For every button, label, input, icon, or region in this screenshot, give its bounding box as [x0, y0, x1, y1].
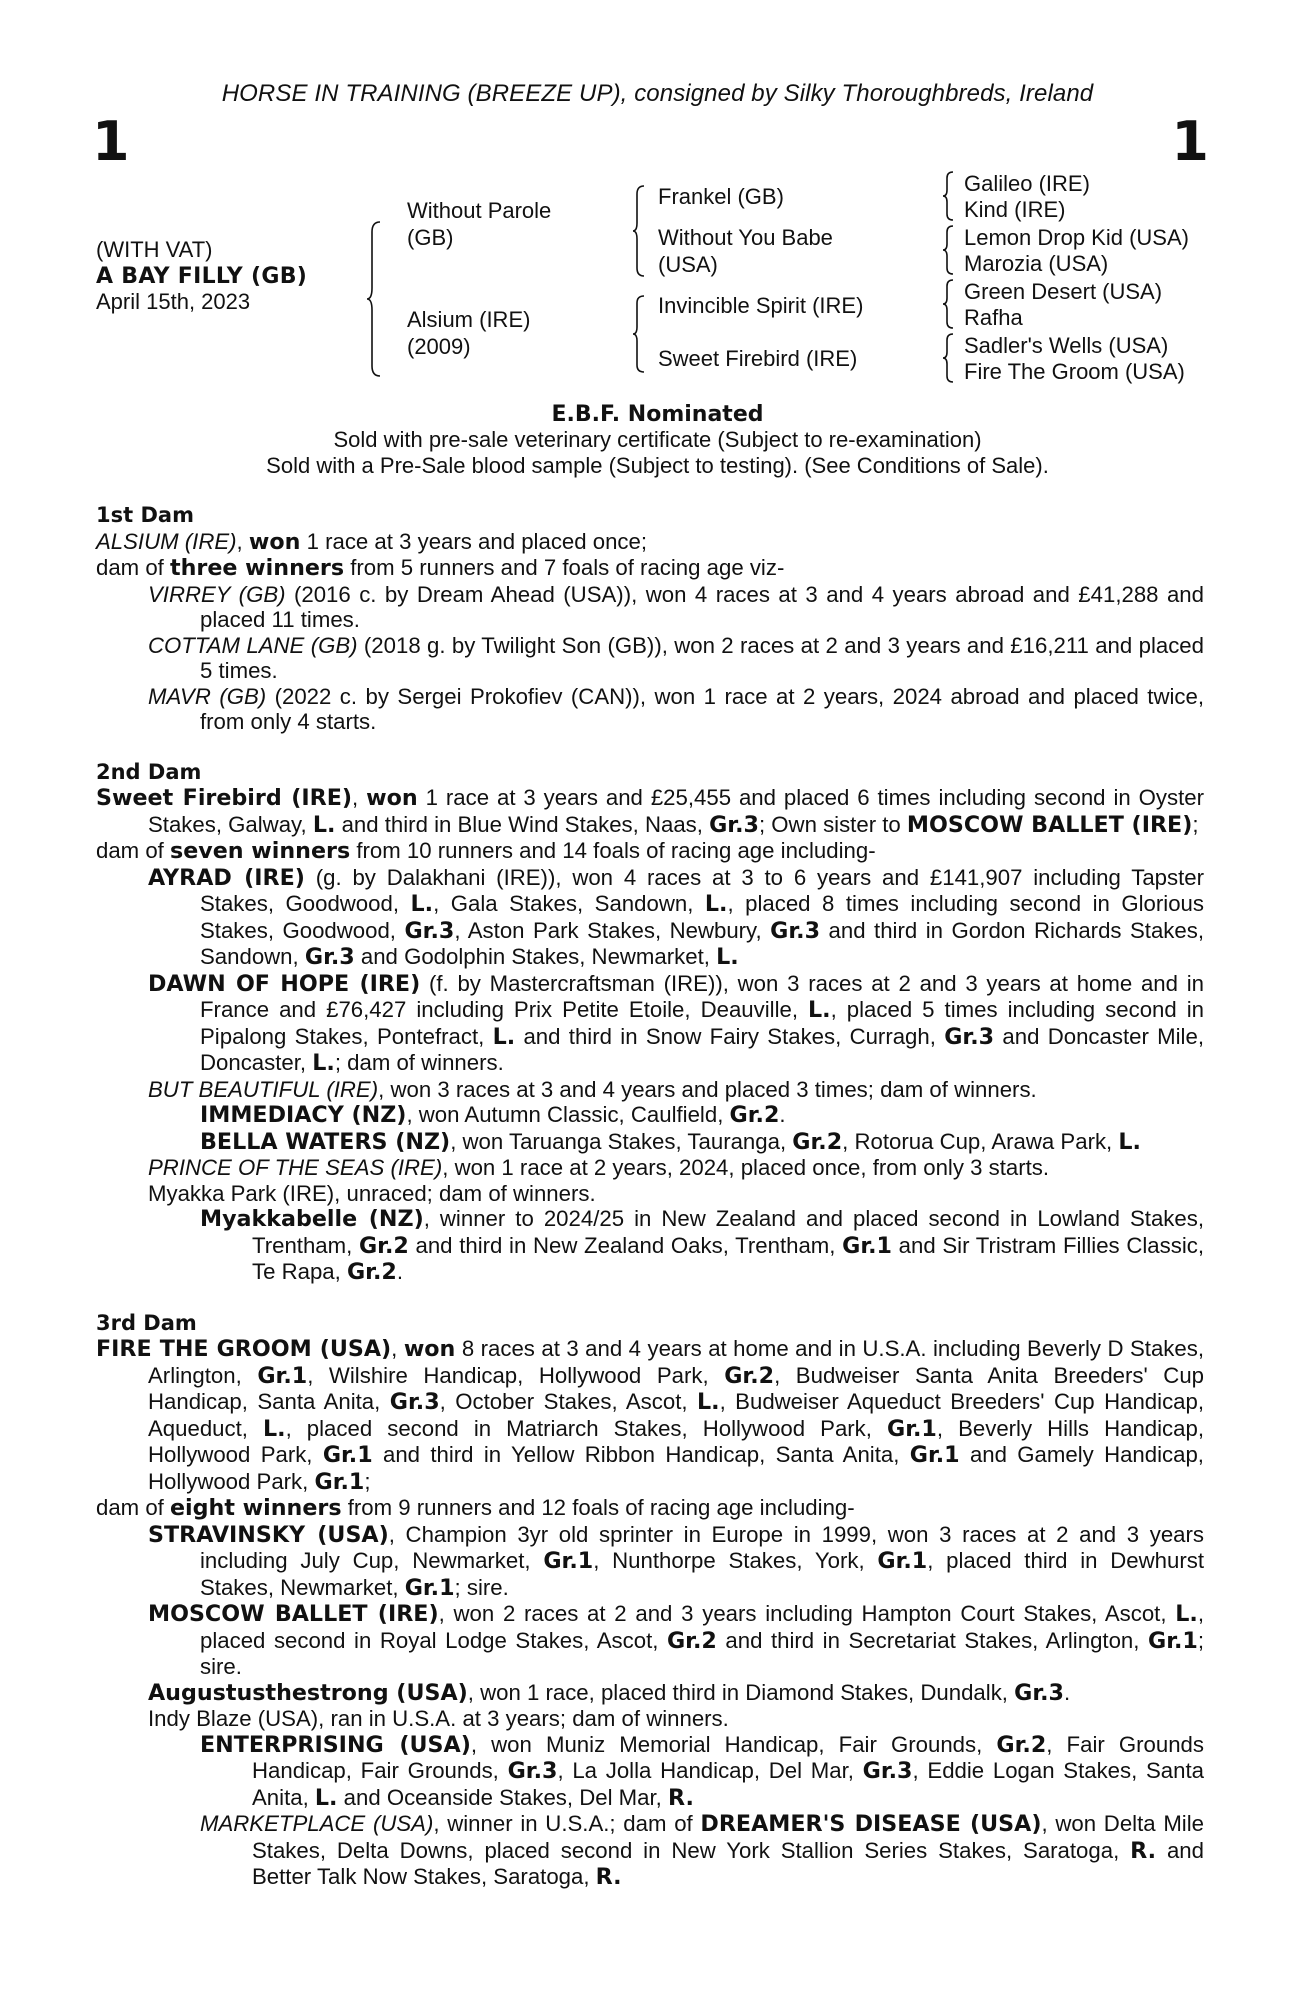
pedigree-g4: Marozia (USA) [964, 251, 1109, 276]
pedigree-g7: Sadler's Wells (USA) [964, 333, 1169, 358]
pedigree-brace-2a [632, 184, 648, 278]
pedigree-g6: Rafha [964, 305, 1023, 330]
produce-enterprising: ENTERPRISING (USA), won Muniz Memorial Handicap, Fair Grounds, Gr.2, Fair Grounds Handicap, Fair Grounds, Gr.3, La Jolla Handicap, Del Mar, Gr.3, Eddie Logan Stakes, Santa Anita, L. and Oceanside Stakes, Del Mar, R. [200, 1731, 1204, 1811]
ebf-nominated: E.B.F. Nominated [551, 402, 764, 427]
horse-name: A BAY FILLY (GB) [96, 264, 308, 289]
third-dam-intro: FIRE THE GROOM (USA), won 8 races at 3 and 4 years at home and in U.S.A. including Beverly D Stakes, Arlington, Gr.1, Wilshire Handicap, Hollywood Park, Gr.2, Budweiser Santa Anita Breeders' Cup Handicap, Santa Anita, Gr.3, October Stakes, Ascot, L., Budweiser Aqueduct Breeders' Cup Handicap, Aqueduct, L., placed second in Matriarch Stakes, Hollywood Park, Gr.1, Beverly Hills Handicap, Hollywood Park, Gr.1 and third in Yellow Ribbon Handicap, Santa Anita, Gr.1 and Gamely Handicap, Hollywood Park, Gr.1; [96, 1336, 1205, 1495]
produce-myakkabelle: Myakkabelle (NZ), winner to 2024/25 in New Zealand and placed second in Lowland Stakes, Trentham, Gr.2 and third in New Zealand Oaks, Trentham, Gr.1 and Sir Tristram Fillies Classic, Te Rapa, Gr.2. [200, 1206, 1205, 1285]
pedigree-g5: Green Desert (USA) [964, 279, 1163, 304]
produce-dawn-of-hope: DAWN OF HOPE (IRE) (f. by Mastercraftsman (IRE)), won 3 races at 2 and 3 years at home and in France and £76,427 including Prix Petite Etoile, Deauville, L., placed 5 times including second in Pipalong Stakes, Pontefract, L. and third in Snow Fairy Stakes, Curragh, Gr.3 and Doncaster Mile, Doncaster, L.; dam of winners. [148, 970, 1204, 1076]
pedigree-brace-2b [632, 294, 648, 374]
pedigree-brace-3a [942, 170, 956, 222]
horse-foaled: April 15th, 2023 [96, 289, 251, 314]
produce-mavr: MAVR (GB) (2022 c. by Sergei Prokofiev (CAN)), won 1 race at 2 years, 2024 abroad and placed twice, from only 4 starts. [148, 683, 1204, 734]
dam-sire: Invincible Spirit (IRE) [658, 293, 864, 318]
pedigree-brace-3c [942, 278, 956, 330]
lot-number-right: 1 [1171, 110, 1209, 173]
lot-number-left: 1 [92, 110, 130, 173]
second-dam-intro: Sweet Firebird (IRE), won 1 race at 3 years and £25,455 and placed 6 times including second in Oyster Stakes, Galway, L. and third in Blue Wind Stakes, Naas, Gr.3; Own sister to MOSCOW BALLET (IRE); [96, 785, 1204, 838]
produce-stravinsky: STRAVINSKY (USA), Champion 3yr old sprinter in Europe in 1999, won 3 races at 2 and 3 years including July Cup, Newmarket, Gr.1, Nunthorpe Stakes, York, Gr.1, placed third in Dewhurst Stakes, Newmarket, Gr.1; sire. [148, 1521, 1204, 1601]
produce-indy-blaze: Indy Blaze (USA), ran in U.S.A. at 3 years; dam of winners. [148, 1706, 729, 1731]
pedigree-brace-3d [942, 332, 956, 384]
produce-but-beautiful: BUT BEAUTIFUL (IRE), won 3 races at 3 and 4 years and placed 3 times; dam of winners. [148, 1076, 1037, 1102]
pedigree-brace-1 [366, 220, 386, 378]
sire-sire: Frankel (GB) [658, 184, 784, 209]
produce-immediacy: IMMEDIACY (NZ), won Autumn Classic, Caulfield, Gr.2. [200, 1102, 786, 1128]
first-dam-produce-summary: dam of three winners from 5 runners and 7 foals of racing age viz- [96, 555, 785, 581]
pedigree-brace-3b [942, 224, 956, 276]
second-dam-heading: 2nd Dam [96, 759, 202, 784]
third-dam-produce-summary: dam of eight winners from 9 runners and 12 foals of racing age including- [96, 1495, 855, 1521]
dam-line-2: (2009) [407, 334, 471, 359]
produce-bella-waters: BELLA WATERS (NZ), won Taruanga Stakes, Tauranga, Gr.2, Rotorua Cup, Arawa Park, L. [200, 1128, 1141, 1155]
blood-sample-note: Sold with a Pre-Sale blood sample (Subject to testing). (See Conditions of Sale). [266, 453, 1049, 478]
produce-moscow-ballet: MOSCOW BALLET (IRE), won 2 races at 2 and 3 years including Hampton Court Stakes, Ascot, L., placed second in Royal Lodge Stakes, Ascot, Gr.2 and third in Secretariat Stakes, Arlington, Gr.1; sire. [148, 1601, 1205, 1679]
third-dam-heading: 3rd Dam [96, 1310, 197, 1335]
pedigree-g2: Kind (IRE) [964, 197, 1066, 222]
dam-line-1: Alsium (IRE) [407, 307, 531, 332]
first-dam-intro: ALSIUM (IRE), won 1 race at 3 years and placed once; [96, 528, 648, 555]
produce-myakka-park: Myakka Park (IRE), unraced; dam of winners. [148, 1180, 596, 1206]
produce-marketplace: MARKETPLACE (USA), winner in U.S.A.; dam of DREAMER'S DISEASE (USA), won Delta Mile Stakes, Delta Downs, placed second in New York Stallion Series Stakes, Saratoga, R. and Better Talk Now Stakes, Saratoga, R. [200, 1811, 1204, 1890]
pedigree-g1: Galileo (IRE) [964, 171, 1090, 196]
produce-ayrad: AYRAD (IRE) (g. by Dalakhani (IRE)), won 4 races at 3 to 6 years and £141,907 including Tapster Stakes, Goodwood, L., Gala Stakes, Sandown, L., placed 8 times including second in Glorious Stakes, Goodwood, Gr.3, Aston Park Stakes, Newbury, Gr.3 and third in Gordon Richards Stakes, Sandown, Gr.3 and Godolphin Stakes, Newmarket, L. [148, 864, 1204, 970]
produce-virrey: VIRREY (GB) (2016 c. by Dream Ahead (USA)), won 4 races at 3 and 4 years abroad and £41,288 and placed 11 times. [148, 581, 1204, 632]
sale-header: HORSE IN TRAINING (BREEZE UP), consigned by Silky Thoroughbreds, Ireland [221, 80, 1094, 107]
produce-augustusthestrong: Augustusthestrong (USA), won 1 race, placed third in Diamond Stakes, Dundalk, Gr.3. [148, 1679, 1071, 1706]
produce-prince-of-the-seas: PRINCE OF THE SEAS (IRE), won 1 race at 2 years, 2024, placed once, from only 3 starts. [148, 1155, 1050, 1180]
sire-dam-line-2: (USA) [658, 252, 718, 277]
sire-line-1: Without Parole [407, 198, 552, 223]
produce-cottam-lane: COTTAM LANE (GB) (2018 g. by Twilight Son (GB)), won 2 races at 2 and 3 years and £16,211 and placed 5 times. [148, 632, 1204, 683]
pedigree-g3: Lemon Drop Kid (USA) [964, 225, 1189, 250]
sire-dam-line-1: Without You Babe [658, 225, 833, 250]
dam-dam: Sweet Firebird (IRE) [658, 346, 858, 371]
first-dam-heading: 1st Dam [96, 503, 194, 527]
horse-vat: (WITH VAT) [96, 237, 213, 262]
sire-line-2: (GB) [407, 225, 454, 250]
vet-certificate-note: Sold with pre-sale veterinary certificate (Subject to re-examination) [333, 427, 982, 452]
pedigree-g8: Fire The Groom (USA) [964, 359, 1185, 384]
second-dam-produce-summary: dam of seven winners from 10 runners and 14 foals of racing age including- [96, 838, 876, 864]
catalogue-body [96, 503, 1204, 1891]
